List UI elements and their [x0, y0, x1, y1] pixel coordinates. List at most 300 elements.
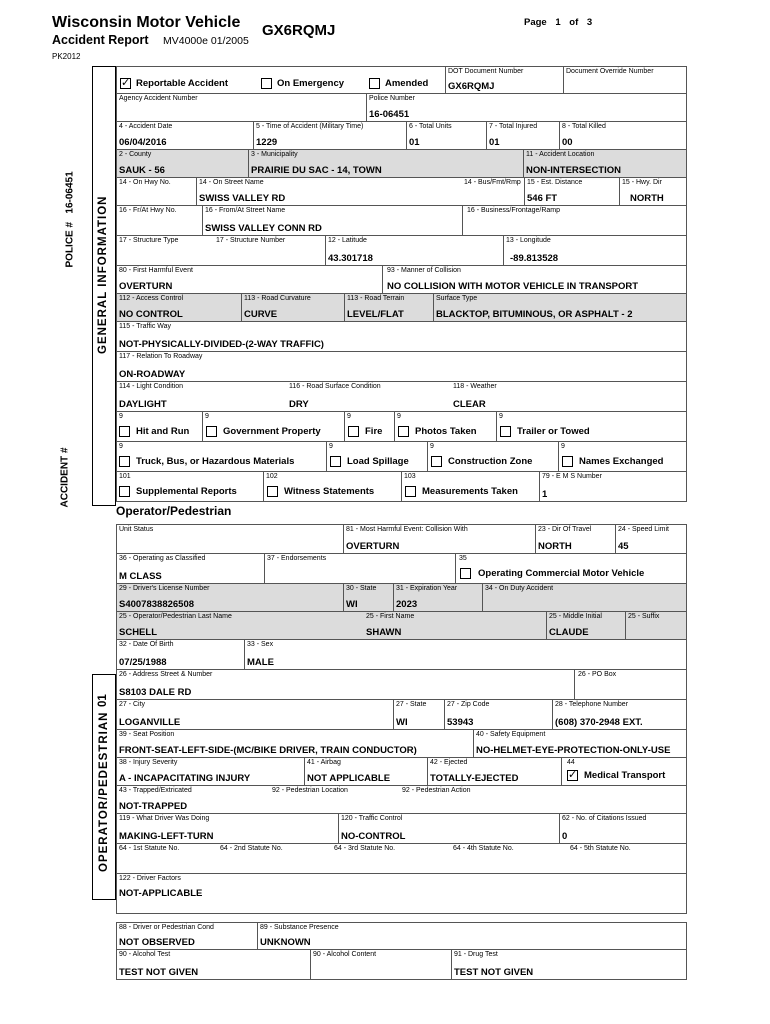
construction-cell [427, 442, 558, 471]
row-city [116, 700, 687, 730]
witness-cell [263, 472, 401, 501]
truck-checkbox[interactable] [119, 456, 130, 467]
on-emergency-checkbox[interactable] [261, 78, 272, 89]
relation-value: ON-ROADWAY [119, 369, 186, 380]
speed-limit-field[interactable] [615, 525, 686, 553]
form-title: Wisconsin Motor Vehicle [52, 14, 241, 31]
load-spill-code: 9 [329, 443, 333, 450]
first-harmful-label: 80 - First Harmful Event [119, 267, 193, 274]
truck-code: 9 [119, 443, 123, 450]
statute-2-field[interactable] [218, 844, 332, 873]
total-killed-field[interactable] [559, 122, 686, 149]
row-tests [116, 950, 687, 980]
row-structure [116, 236, 687, 266]
po-box-label: 26 - PO Box [578, 671, 617, 678]
business-label: 16 - Business/Frontage/Ramp [467, 207, 560, 214]
classified-label: 36 - Operating as Classified [119, 555, 206, 562]
statute-5-field[interactable] [568, 844, 686, 873]
fr-hwy-field[interactable] [117, 206, 202, 235]
traffic-way-label: 115 - Traffic Way [119, 323, 171, 330]
citations-label: 62 - No. of Citations Issued [562, 815, 647, 822]
total-units-label: 6 - Total Units [409, 123, 452, 130]
supp-reports-cell [117, 472, 263, 501]
row-date [116, 122, 687, 150]
first-name-label: 25 - First Name [366, 613, 415, 620]
reportable-label: Reportable Accident [136, 78, 229, 89]
manner-label: 93 - Manner of Collision [387, 267, 461, 274]
hit-and-run-cell [117, 412, 202, 441]
middle-initial-value: CLAUDE [549, 627, 589, 638]
doing-field[interactable] [117, 814, 338, 843]
ejected-value: TOTALLY-EJECTED [430, 773, 519, 784]
measurements-label: Measurements Taken [422, 486, 518, 497]
photos-checkbox[interactable] [398, 426, 409, 437]
ped-location-label: 92 - Pedestrian Location [272, 787, 348, 794]
dot-document-value: GX6RQMJ [448, 81, 495, 92]
airbag-value: NOT APPLICABLE [307, 773, 391, 784]
ped-action-field[interactable] [400, 786, 686, 813]
on-street-label: 14 - On Street Name [199, 179, 264, 186]
trailer-checkbox[interactable] [500, 426, 511, 437]
last-name-value: SCHELL [119, 627, 157, 638]
hit-and-run-checkbox[interactable] [119, 426, 130, 437]
dir-travel-field[interactable] [535, 525, 615, 553]
safety-field[interactable] [473, 730, 686, 757]
municipality-label: 3 - Municipality [251, 151, 298, 158]
on-emergency-label: On Emergency [277, 78, 345, 89]
relation-field[interactable] [117, 352, 686, 381]
trapped-field[interactable] [117, 786, 270, 813]
airbag-label: 41 - Airbag [307, 759, 341, 766]
license-label: 29 - Driver's License Number [119, 585, 210, 592]
sex-label: 33 - Sex [247, 641, 274, 648]
police-label: POLICE # [64, 221, 76, 268]
surface-type-label: Surface Type [436, 295, 478, 302]
general-info-label: GENERAL INFORMATION [97, 195, 109, 354]
time-value: 1229 [256, 137, 278, 148]
ems-field[interactable] [539, 472, 686, 501]
license-state-field[interactable] [343, 584, 393, 611]
zip-field[interactable] [444, 700, 552, 729]
total-injured-label: 7 - Total Injured [489, 123, 538, 130]
seat-label: 39 - Seat Position [119, 731, 175, 738]
row-agency [116, 94, 687, 122]
ped-action-label: 92 - Pedestrian Action [402, 787, 471, 794]
hwy-dir-label: 15 - Hwy. Dir [622, 179, 662, 186]
terrain-field[interactable] [344, 294, 433, 321]
substance-label: 89 - Substance Presence [260, 924, 339, 931]
address-value: S8103 DALE RD [119, 687, 192, 698]
middle-initial-field[interactable] [546, 612, 625, 639]
govt-property-label: Government Property [223, 426, 321, 437]
alcohol-content-field[interactable] [310, 950, 451, 979]
first-harmful-value: OVERTURN [119, 281, 173, 292]
medical-checkbox[interactable]: ✓ [568, 769, 578, 781]
statute-3-field[interactable] [332, 844, 451, 873]
reportable-checkbox[interactable]: ✓ [121, 77, 131, 89]
driver-cond-label: 88 - Driver or Pedestrian Cond [119, 924, 214, 931]
weather-value: CLEAR [453, 399, 486, 410]
names-exchanged-code: 9 [561, 443, 565, 450]
amended-label: Amended [385, 78, 429, 89]
document-id: GX6RQMJ [262, 22, 336, 39]
expiration-value: 2023 [396, 599, 418, 610]
ems-label: 79 - E M S Number [542, 473, 602, 480]
medical-code: 44 [567, 759, 575, 766]
hwy-dir-value: NORTH [630, 193, 664, 204]
agency-field[interactable] [117, 94, 366, 121]
fire-code: 9 [347, 413, 351, 420]
supp-reports-code: 101 [119, 473, 131, 480]
photos-label: Photos Taken [415, 426, 477, 437]
terrain-value: LEVEL/FLAT [347, 309, 404, 320]
dob-field[interactable] [117, 640, 244, 669]
most-harmful-field[interactable] [343, 525, 535, 553]
statute-2-label: 64 - 2nd Statute No. [220, 845, 283, 852]
total-units-value: 01 [409, 137, 420, 148]
row-flags-3 [116, 472, 687, 502]
latitude-label: 12 - Latitude [328, 237, 367, 244]
business-field[interactable] [462, 206, 686, 235]
drug-test-field[interactable] [451, 950, 686, 979]
truck-label: Truck, Bus, or Hazardous Materials [136, 456, 295, 467]
measurements-code: 103 [404, 473, 416, 480]
safety-value: NO-HELMET-EYE-PROTECTION-ONLY-USE [476, 745, 671, 756]
row-from-street [116, 206, 687, 236]
hit-and-run-code: 9 [119, 413, 123, 420]
operator-label: OPERATOR/PEDESTRIAN [98, 711, 110, 872]
first-harmful-field[interactable] [117, 266, 382, 293]
phone-label: 28 - Telephone Number [555, 701, 629, 708]
driver-factors-label: 122 - Driver Factors [119, 875, 181, 882]
municipality-value: PRAIRIE DU SAC - 14, TOWN [251, 165, 382, 176]
total-killed-value: 00 [562, 137, 573, 148]
est-distance-field[interactable] [524, 178, 619, 205]
unit-number-label: 01 [97, 694, 109, 707]
traffic-way-field[interactable] [117, 322, 686, 351]
suffix-label: 25 - Suffix [628, 613, 660, 620]
access-control-label: 112 - Access Control [119, 295, 184, 302]
citations-field[interactable] [559, 814, 686, 843]
fr-street-label: 16 - From/At Street Name [205, 207, 286, 214]
most-harmful-value: OVERTURN [346, 541, 400, 552]
commercial-code: 35 [459, 555, 467, 562]
row-trapped [116, 786, 687, 814]
sex-field[interactable] [244, 640, 344, 669]
county-value: SAUK - 56 [119, 165, 165, 176]
injury-label: 38 - Injury Severity [119, 759, 178, 766]
row-license [116, 584, 687, 612]
injury-value: A - INCAPACITATING INJURY [119, 773, 251, 784]
city-field[interactable] [117, 700, 393, 729]
trailer-code: 9 [499, 413, 503, 420]
dot-document-field[interactable] [445, 67, 563, 93]
suffix-field[interactable] [625, 612, 686, 639]
endorsements-label: 37 - Endorsements [267, 555, 327, 562]
city-state-value: WI [396, 717, 408, 728]
names-exchanged-checkbox[interactable] [562, 456, 573, 467]
pk-code: PK2012 [52, 52, 81, 61]
operator-section-title: Operator/Pedestrian [116, 504, 232, 518]
last-name-field[interactable] [117, 612, 364, 639]
road-surface-value: DRY [289, 399, 309, 410]
expiration-field[interactable] [393, 584, 482, 611]
trapped-value: NOT-TRAPPED [119, 801, 188, 812]
structure-number-field[interactable] [214, 236, 325, 265]
row-county [116, 150, 687, 178]
drug-test-label: 91 - Drug Test [454, 951, 498, 958]
row-factors [116, 874, 687, 914]
row-doc-flags [116, 66, 687, 94]
classified-value: M CLASS [119, 571, 162, 582]
police-number-label: Police Number [369, 95, 415, 102]
traffic-control-value: NO-CONTROL [341, 831, 406, 842]
statute-4-label: 64 - 4th Statute No. [453, 845, 514, 852]
time-label: 5 - Time of Accident (Military Time) [256, 123, 364, 130]
alcohol-test-label: 90 - Alcohol Test [119, 951, 171, 958]
county-field[interactable] [117, 150, 248, 177]
speed-limit-label: 24 - Speed Limit [618, 526, 669, 533]
latitude-field[interactable] [325, 236, 503, 265]
measurements-cell [401, 472, 539, 501]
witness-code: 102 [266, 473, 278, 480]
ejected-field[interactable] [427, 758, 561, 785]
commercial-checkbox[interactable] [460, 568, 471, 579]
form-code: MV4000e 01/2005 [163, 35, 249, 47]
govt-property-cell [202, 412, 344, 441]
road-surface-label: 116 - Road Surface Condition [289, 383, 381, 390]
fr-street-value: SWISS VALLEY CONN RD [205, 223, 322, 234]
sex-value: MALE [247, 657, 274, 668]
dob-label: 32 - Date Of Birth [119, 641, 174, 648]
trailer-label: Trailer or Towed [517, 426, 590, 437]
classified-field[interactable] [117, 554, 264, 583]
traffic-control-field[interactable] [338, 814, 559, 843]
accident-location-field[interactable] [523, 150, 686, 177]
construction-code: 9 [430, 443, 434, 450]
dob-value: 07/25/1988 [119, 657, 167, 668]
accident-number-side: ACCIDENT # [59, 447, 71, 508]
photos-cell [394, 412, 496, 441]
driver-cond-field[interactable] [117, 923, 257, 949]
latitude-value: 43.301718 [328, 253, 373, 264]
license-state-value: WI [346, 599, 358, 610]
row-classified [116, 554, 687, 584]
agency-label: Agency Accident Number [119, 95, 198, 102]
citations-value: 0 [562, 831, 568, 842]
road-surface-field[interactable] [287, 382, 447, 411]
structure-type-label: 17 - Structure Type [119, 237, 179, 244]
alcohol-content-label: 90 - Alcohol Content [313, 951, 377, 958]
endorsements-field[interactable] [264, 554, 455, 583]
total-killed-label: 8 - Total Killed [562, 123, 606, 130]
statute-1-field[interactable] [117, 844, 218, 873]
on-street-field[interactable] [196, 178, 462, 205]
bus-fmt-label: 14 - Bus/Fmt/Rmp [464, 179, 521, 186]
driver-factors-field[interactable] [117, 874, 686, 913]
ped-location-field[interactable] [270, 786, 400, 813]
curvature-value: CURVE [244, 309, 278, 320]
construction-label: Construction Zone [448, 456, 533, 467]
weather-field[interactable] [451, 382, 686, 411]
police-number-value: 16-06451 [369, 109, 410, 120]
fire-cell [344, 412, 394, 441]
unit-status-label: Unit Status [119, 526, 154, 533]
injury-field[interactable] [117, 758, 304, 785]
load-spill-label: Load Spillage [347, 456, 409, 467]
accident-date-field[interactable] [117, 122, 253, 149]
row-relation [116, 352, 687, 382]
county-label: 2 - County [119, 151, 152, 158]
load-spill-checkbox[interactable] [330, 456, 341, 467]
row-statutes [116, 844, 687, 874]
total-injured-value: 01 [489, 137, 500, 148]
accident-date-value: 06/04/2016 [119, 137, 167, 148]
row-flags-2 [116, 442, 687, 472]
form-subtitle: Accident Report [52, 33, 149, 47]
access-control-field[interactable] [117, 294, 241, 321]
access-control-value: NO CONTROL [119, 309, 183, 320]
supp-reports-checkbox[interactable] [119, 486, 130, 497]
curvature-label: 113 - Road Curvature [244, 295, 311, 302]
most-harmful-label: 81 - Most Harmful Event: Collision With [346, 526, 468, 533]
accident-location-label: 11 - Accident Location [526, 151, 595, 158]
doc-override-label: Document Override Number [566, 68, 654, 75]
alcohol-test-field[interactable] [117, 950, 310, 979]
surface-type-value: BLACKTOP, BITUMINOUS, OR ASPHALT - 2 [436, 309, 633, 320]
phone-field[interactable] [552, 700, 686, 729]
on-duty-label: 34 - On Duty Accident [485, 585, 554, 592]
last-name-label: 25 - Operator/Pedestrian Last Name [119, 613, 232, 620]
police-number-field[interactable] [366, 94, 445, 121]
light-field[interactable] [117, 382, 314, 411]
photos-code: 9 [397, 413, 401, 420]
accident-date-label: 4 - Accident Date [119, 123, 173, 130]
doc-override-field[interactable] [563, 67, 686, 93]
manner-field[interactable] [382, 266, 686, 293]
construction-checkbox[interactable] [431, 456, 442, 467]
medical-cell [561, 758, 686, 785]
light-value: DAYLIGHT [119, 399, 167, 410]
measurements-checkbox[interactable] [405, 486, 416, 497]
city-state-label: 27 - State [396, 701, 427, 708]
govt-property-code: 9 [205, 413, 209, 420]
structure-type-field[interactable] [117, 236, 214, 265]
relation-label: 117 - Relation To Roadway [119, 353, 203, 360]
traffic-way-value: NOT-PHYSICALLY-DIVIDED-(2-WAY TRAFFIC) [119, 339, 324, 350]
dot-document-label: DOT Document Number [448, 68, 524, 75]
trapped-label: 43 - Trapped/Extricated [119, 787, 192, 794]
ems-value: 1 [542, 489, 548, 500]
doing-value: MAKING-LEFT-TURN [119, 831, 214, 842]
commercial-label: Operating Commercial Motor Vehicle [478, 568, 645, 579]
weather-label: 118 - Weather [453, 383, 497, 390]
dir-travel-value: NORTH [538, 541, 572, 552]
seat-value: FRONT-SEAT-LEFT-SIDE-(MC/BIKE DRIVER, TRAIN CONDUCTOR) [119, 745, 417, 756]
row-road [116, 294, 687, 322]
doing-label: 119 - What Driver Was Doing [119, 815, 210, 822]
amended-checkbox[interactable] [369, 78, 380, 89]
substance-value: UNKNOWN [260, 937, 311, 948]
supp-reports-label: Supplemental Reports [136, 486, 237, 497]
truck-cell [117, 442, 326, 471]
est-distance-label: 15 - Est. Distance [527, 179, 583, 186]
hit-and-run-label: Hit and Run [136, 426, 190, 437]
time-field[interactable] [253, 122, 406, 149]
municipality-field[interactable] [248, 150, 523, 177]
fire-checkbox[interactable] [348, 426, 359, 437]
expiration-label: 31 - Expiration Year [396, 585, 458, 592]
statute-1-label: 64 - 1st Statute No. [119, 845, 180, 852]
witness-label: Witness Statements [284, 486, 375, 497]
curvature-field[interactable] [241, 294, 344, 321]
on-street-value: SWISS VALLEY RD [199, 193, 286, 204]
manner-value: NO COLLISION WITH MOTOR VEHICLE IN TRANSPORT [387, 281, 639, 292]
fr-street-field[interactable] [202, 206, 462, 235]
on-duty-field[interactable] [482, 584, 686, 611]
govt-property-checkbox[interactable] [206, 426, 217, 437]
surface-type-field[interactable] [433, 294, 686, 321]
city-state-field[interactable] [393, 700, 444, 729]
seat-field[interactable] [117, 730, 473, 757]
total-injured-field[interactable] [486, 122, 559, 149]
row-injury [116, 758, 687, 786]
drug-test-value: TEST NOT GIVEN [454, 967, 534, 978]
row-flags-1 [116, 412, 687, 442]
fire-label: Fire [365, 426, 383, 437]
city-label: 27 - City [119, 701, 146, 708]
statute-5-label: 64 - 5th Statute No. [570, 845, 631, 852]
structure-number-label: 17 - Structure Number [216, 237, 286, 244]
witness-checkbox[interactable] [267, 486, 278, 497]
on-hwy-field[interactable] [117, 178, 196, 205]
row-address [116, 670, 687, 700]
dir-travel-label: 23 - Dir Of Travel [538, 526, 592, 533]
speed-limit-value: 45 [618, 541, 629, 552]
license-field[interactable] [117, 584, 343, 611]
police-number-side [65, 168, 76, 268]
zip-label: 27 - Zip Code [447, 701, 490, 708]
traffic-control-label: 120 - Traffic Control [341, 815, 403, 822]
substance-field[interactable] [257, 923, 686, 949]
license-state-label: 30 - State [346, 585, 377, 592]
longitude-value: -89.813528 [510, 253, 559, 264]
hwy-dir-field[interactable] [619, 178, 686, 205]
address-field[interactable] [117, 670, 574, 699]
first-name-value: SHAWN [366, 627, 402, 638]
po-box-field[interactable] [574, 670, 686, 699]
unit-status-field[interactable] [117, 525, 343, 553]
trailer-cell [496, 412, 686, 441]
row-on-street [116, 178, 687, 206]
statute-4-field[interactable] [451, 844, 568, 873]
city-value: LOGANVILLE [119, 717, 181, 728]
middle-initial-label: 25 - Middle Initial [549, 613, 602, 620]
airbag-field[interactable] [304, 758, 427, 785]
row-doing [116, 814, 687, 844]
alcohol-test-value: TEST NOT GIVEN [119, 967, 199, 978]
bus-fmt-field[interactable] [462, 178, 524, 205]
total-units-field[interactable] [406, 122, 486, 149]
medical-label: Medical Transport [584, 770, 666, 781]
row-trafficway [116, 322, 687, 352]
light-label: 114 - Light Condition [119, 383, 184, 390]
names-exchanged-cell [558, 442, 686, 471]
first-name-field[interactable] [364, 612, 546, 639]
license-value: S4007838826508 [119, 599, 195, 610]
longitude-field[interactable] [503, 236, 686, 265]
driver-factors-value: NOT-APPLICABLE [119, 888, 203, 899]
